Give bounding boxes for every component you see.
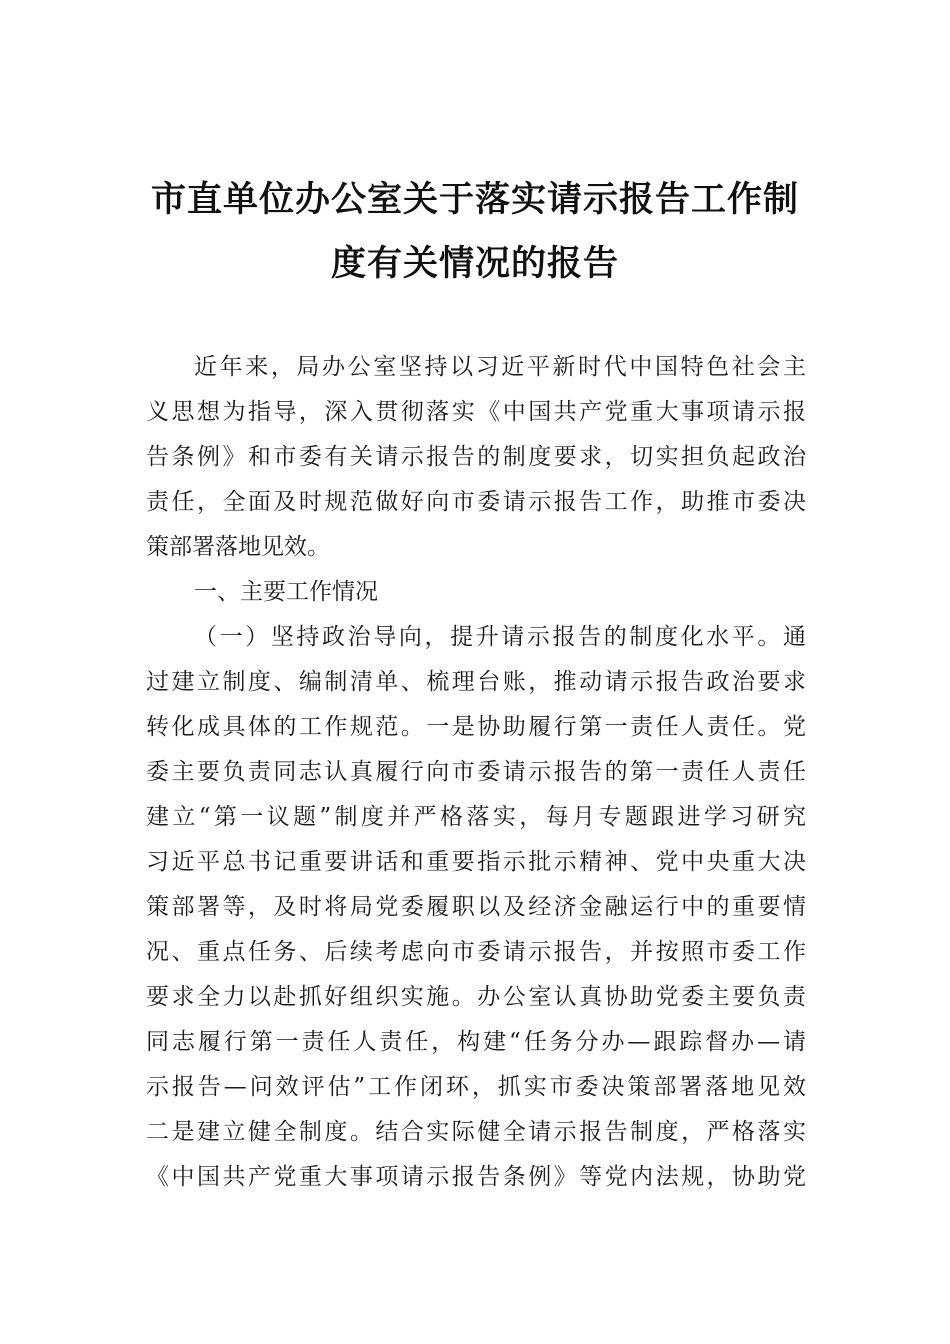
intro-paragraph-line-4: 责任，全面及时规范做好向市委请示报告工作，助推市委决: [146, 489, 806, 515]
document-title-line-2: 度有关情况的报告: [330, 244, 619, 284]
section-paragraph-line-8: 况、重点任务、后续考虑向市委请示报告，并按照市委工作: [146, 939, 806, 965]
intro-paragraph-line-3: 告条例》和市委有关请示报告的制度要求，切实担负起政治: [146, 444, 806, 470]
section-paragraph-line-9: 要求全力以赴抓好组织实施。办公室认真协助党委主要负责: [146, 984, 806, 1010]
intro-paragraph-line-2: 义思想为指导，深入贯彻落实《中国共产党重大事项请示报: [146, 399, 806, 425]
intro-paragraph-line-5: 策部署落地见效。: [146, 534, 330, 560]
section-paragraph-line-11: 示报告—问效评估”工作闭环，抓实市委决策部署落地见效: [146, 1074, 806, 1100]
section-paragraph-line-6: 习近平总书记重要讲话和重要指示批示精神、党中央重大决: [146, 849, 806, 875]
section-paragraph-line-3: 转化成具体的工作规范。一是协助履行第一责任人责任。党: [146, 714, 806, 740]
intro-paragraph-line-1: 近年来，局办公室坚持以习近平新时代中国特色社会主: [194, 354, 806, 380]
section-paragraph-line-7: 策部署等，及时将局党委履职以及经济金融运行中的重要情: [146, 894, 806, 920]
section-paragraph-line-4: 委主要负责同志认真履行向市委请示报告的第一责任人责任: [146, 759, 806, 785]
section-paragraph-line-2: 过建立制度、编制清单、梳理台账，推动请示报告政治要求: [146, 669, 806, 695]
section-paragraph-line-13: 《中国共产党重大事项请示报告条例》等党内法规，协助党: [146, 1164, 806, 1190]
document-title-line-1: 市直单位办公室关于落实请示报告工作制: [150, 180, 799, 220]
section-heading: 一、主要工作情况: [194, 579, 378, 605]
section-paragraph-line-12: 二是建立健全制度。结合实际健全请示报告制度，严格落实: [146, 1119, 806, 1145]
section-paragraph-line-1: （一）坚持政治导向，提升请示报告的制度化水平。通: [194, 624, 806, 650]
section-paragraph-line-10: 同志履行第一责任人责任，构建“任务分办—跟踪督办—请: [146, 1029, 806, 1055]
section-paragraph-line-5: 建立“第一议题”制度并严格落实，每月专题跟进学习研究: [146, 804, 806, 830]
